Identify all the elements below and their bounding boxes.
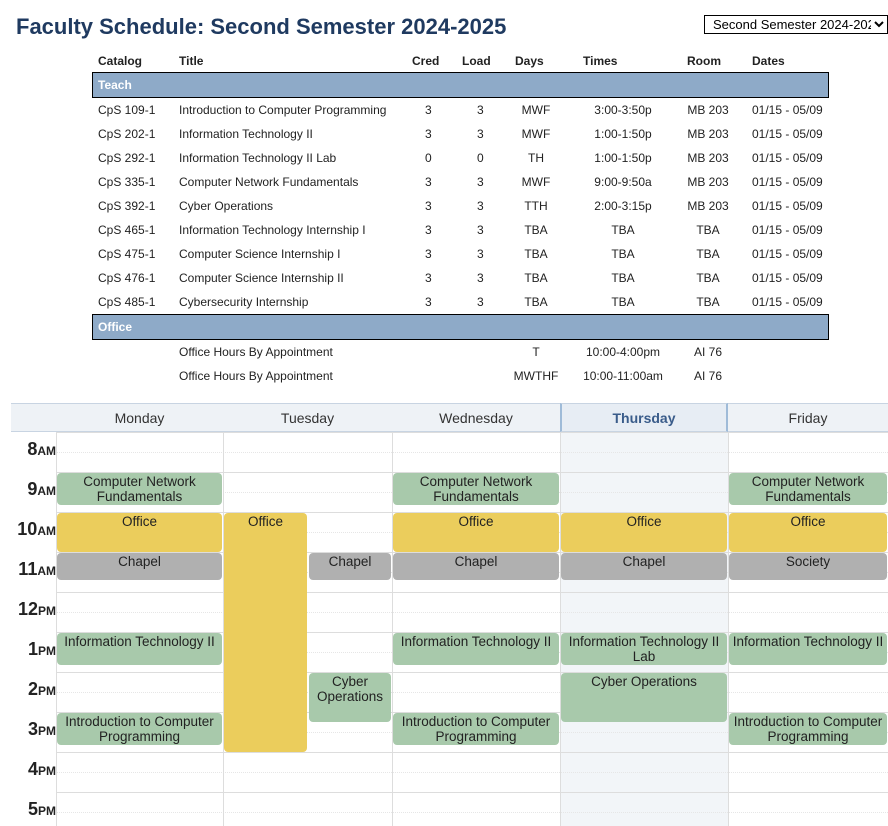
- cell-dates: 01/15 - 05/09: [752, 103, 823, 117]
- cell-dates: 01/15 - 05/09: [752, 127, 823, 141]
- hour-gridline: [56, 792, 888, 793]
- hour-label: [11, 559, 56, 580]
- calendar-event-class[interactable]: Information Technology II: [393, 633, 559, 665]
- section-bar-teach: Teach: [92, 72, 829, 98]
- cell-times: TBA: [611, 247, 635, 261]
- header-catalog: Catalog: [98, 54, 143, 68]
- hour-gridline: [56, 672, 888, 673]
- page-title: Faculty Schedule: Second Semester 2024-2025: [16, 14, 507, 39]
- hour-number: 9: [27, 479, 38, 499]
- cell-days: MWF: [521, 175, 551, 189]
- cell-room: MB 203: [687, 127, 729, 141]
- cell-room: TBA: [696, 295, 720, 309]
- calendar-event-chapel[interactable]: Chapel: [57, 553, 222, 580]
- semester-select[interactable]: [704, 15, 888, 34]
- cell-days: MWF: [521, 127, 551, 141]
- cell-room: AI 76: [693, 369, 723, 383]
- table-row: CpS 109-1 Introduction to Computer Programming 3 3 MWF 3:00-3:50p MB 203 01/15 - 05/09: [98, 103, 823, 117]
- cell-room: MB 203: [687, 199, 729, 213]
- table-header: [92, 49, 829, 72]
- hour-ampm: PM: [38, 644, 56, 658]
- cell-dates: 01/15 - 05/09: [752, 199, 823, 213]
- cell-dates: 01/15 - 05/09: [752, 247, 823, 261]
- day-header-wednesday: Wednesday: [392, 403, 560, 432]
- table-row: CpS 335-1 Computer Network Fundamentals 3 3 MWF 9:00-9:50a MB 203 01/15 - 05/09: [98, 175, 823, 189]
- hour-number: 11: [18, 559, 38, 579]
- cell-catalog: CpS 109-1: [98, 103, 156, 117]
- header-dates: Dates: [752, 54, 785, 68]
- cell-room: MB 203: [687, 151, 729, 165]
- hour-number: 12: [17, 599, 38, 619]
- hour-gridline: [56, 432, 888, 433]
- cell-catalog: CpS 202-1: [98, 127, 156, 141]
- week-calendar: [11, 403, 888, 826]
- cell-title: Computer Science Internship II: [179, 271, 344, 285]
- cell-title: Cybersecurity Internship: [179, 295, 309, 309]
- cell-title: Cyber Operations: [179, 199, 274, 213]
- calendar-event-class[interactable]: Computer Network Fundamentals: [729, 473, 887, 505]
- calendar-event-class[interactable]: Introduction to Computer Programming: [57, 713, 222, 745]
- cell-times: TBA: [611, 271, 635, 285]
- cell-title: Office Hours By Appointment: [179, 369, 333, 383]
- day-header-thursday: Thursday: [560, 403, 728, 432]
- hour-label: [11, 519, 56, 540]
- cell-dates: 01/15 - 05/09: [752, 295, 823, 309]
- cell-times: 1:00-1:50p: [594, 151, 652, 165]
- hour-label: [11, 799, 56, 820]
- day-header-friday: Friday: [728, 403, 888, 432]
- cell-days: MWTHF: [513, 369, 559, 383]
- hour-number: 8: [27, 439, 38, 459]
- cell-dates: 01/15 - 05/09: [752, 223, 823, 237]
- hour-label: [11, 479, 56, 500]
- day-header-monday: Monday: [56, 403, 223, 432]
- calendar-event-class[interactable]: Information Technology II Lab: [561, 633, 727, 665]
- cell-catalog: CpS 465-1: [98, 223, 156, 237]
- table-row: CpS 202-1 Information Technology II 3 3 MWF 1:00-1:50p MB 203 01/15 - 05/09: [98, 127, 823, 141]
- calendar-event-class[interactable]: Introduction to Computer Programming: [393, 713, 559, 745]
- cell-title: Office Hours By Appointment: [179, 345, 333, 359]
- cell-title: Information Technology II Lab: [179, 151, 337, 165]
- cell-title: Information Technology II: [179, 127, 313, 141]
- table-row: CpS 392-1 Cyber Operations 3 3 TTH 2:00-3:15p MB 203 01/15 - 05/09: [98, 199, 823, 213]
- calendar-event-office[interactable]: Office: [57, 513, 222, 552]
- calendar-event-office[interactable]: Office: [561, 513, 727, 552]
- cell-days: TBA: [524, 271, 548, 285]
- cell-catalog: CpS 475-1: [98, 247, 156, 261]
- hour-ampm: PM: [38, 684, 56, 698]
- cell-room: TBA: [696, 223, 720, 237]
- calendar-header-corner: [11, 403, 56, 432]
- half-hour-gridline: [56, 772, 888, 773]
- hour-number: 1: [27, 639, 38, 659]
- cell-room: MB 203: [687, 103, 729, 117]
- hour-ampm: PM: [38, 604, 56, 618]
- cell-title: Introduction to Computer Programming: [179, 103, 387, 117]
- half-hour-gridline: [56, 692, 888, 693]
- table-row: CpS 485-1 Cybersecurity Internship 3 3 TBA TBA TBA 01/15 - 05/09: [98, 295, 823, 309]
- calendar-event-class[interactable]: Introduction to Computer Programming: [729, 713, 887, 745]
- calendar-event-office[interactable]: Office: [224, 513, 307, 752]
- cell-dates: 01/15 - 05/09: [752, 271, 823, 285]
- cell-catalog: CpS 335-1: [98, 175, 156, 189]
- cell-room: MB 203: [687, 175, 729, 189]
- hour-label: [11, 439, 56, 460]
- cell-title: Computer Network Fundamentals: [179, 175, 359, 189]
- hour-label: [11, 639, 56, 660]
- half-hour-gridline: [56, 452, 888, 453]
- cell-days: TBA: [524, 247, 548, 261]
- hour-ampm: PM: [38, 804, 56, 818]
- calendar-event-office[interactable]: Office: [393, 513, 559, 552]
- cell-times: TBA: [611, 223, 635, 237]
- calendar-event-office[interactable]: Office: [729, 513, 887, 552]
- table-row: [92, 340, 829, 364]
- cell-times: 10:00-11:00am: [583, 369, 663, 383]
- hour-label: [11, 719, 56, 740]
- hour-ampm: PM: [38, 724, 56, 738]
- calendar-event-class[interactable]: Computer Network Fundamentals: [393, 473, 559, 505]
- cell-room: AI 76: [693, 345, 723, 359]
- header-times: Times: [583, 54, 618, 68]
- cell-times: TBA: [611, 295, 635, 309]
- cell-times: 9:00-9:50a: [594, 175, 652, 189]
- cell-days: TBA: [524, 223, 548, 237]
- cell-times: 2:00-3:15p: [594, 199, 652, 213]
- cell-room: TBA: [696, 247, 720, 261]
- calendar-event-chapel[interactable]: Chapel: [309, 553, 391, 580]
- calendar-event-class[interactable]: Computer Network Fundamentals: [57, 473, 222, 505]
- hour-gridline: [56, 592, 888, 593]
- table-row: CpS 292-1 Information Technology II Lab 0 0 TH 1:00-1:50p MB 203 01/15 - 05/09: [98, 151, 823, 165]
- hour-ampm: AM: [37, 524, 56, 538]
- hour-number: 3: [27, 719, 38, 739]
- hour-number: 2: [27, 679, 38, 699]
- cell-times: 3:00-3:50p: [594, 103, 652, 117]
- table-row: CpS 475-1 Computer Science Internship I 3 3 TBA TBA TBA 01/15 - 05/09: [98, 247, 823, 261]
- cell-days: TTH: [524, 199, 548, 213]
- header-load: Load: [462, 54, 491, 68]
- cell-days: MWF: [521, 103, 551, 117]
- table-row: [92, 364, 829, 388]
- header-title: Title: [179, 54, 204, 68]
- hour-ampm: PM: [38, 764, 56, 778]
- header-days: Days: [515, 54, 544, 68]
- cell-catalog: CpS 485-1: [98, 295, 156, 309]
- half-hour-gridline: [56, 812, 888, 813]
- schedule-table: [92, 49, 829, 388]
- hour-ampm: AM: [37, 564, 56, 578]
- calendar-event-chapel[interactable]: Chapel: [561, 553, 727, 580]
- cell-dates: 01/15 - 05/09: [752, 175, 823, 189]
- cell-catalog: CpS 392-1: [98, 199, 156, 213]
- hour-ampm: AM: [37, 444, 56, 458]
- hour-number: 4: [27, 759, 38, 779]
- calendar-event-class[interactable]: Information Technology II: [57, 633, 222, 665]
- table-body: [92, 72, 829, 388]
- hour-gridline: [56, 752, 888, 753]
- calendar-event-chapel[interactable]: Chapel: [393, 553, 559, 580]
- cell-days: TH: [528, 151, 544, 165]
- hour-label: [11, 679, 56, 700]
- hour-number: 5: [27, 799, 38, 819]
- table-row: CpS 476-1 Computer Science Internship II 3 3 TBA TBA TBA 01/15 - 05/09: [98, 271, 823, 285]
- calendar-event-class[interactable]: Cyber Operations: [561, 673, 727, 722]
- cell-catalog: CpS 292-1: [98, 151, 156, 165]
- calendar-event-class[interactable]: Information Technology II: [729, 633, 887, 665]
- cell-dates: 01/15 - 05/09: [752, 151, 823, 165]
- cell-catalog: CpS 476-1: [98, 271, 156, 285]
- table-row: CpS 465-1 Information Technology Internship I 3 3 TBA TBA TBA 01/15 - 05/09: [98, 223, 823, 237]
- hour-number: 10: [17, 519, 38, 539]
- cell-times: 1:00-1:50p: [594, 127, 652, 141]
- hour-label: [11, 759, 56, 780]
- day-header-tuesday: Tuesday: [223, 403, 392, 432]
- day-column-divider: [560, 432, 561, 826]
- header-cred: Cred: [412, 54, 440, 68]
- cell-title: Information Technology Internship I: [179, 223, 366, 237]
- calendar-event-class[interactable]: Cyber Operations: [309, 673, 391, 722]
- cell-room: TBA: [696, 271, 720, 285]
- section-bar-office: Office: [92, 314, 829, 340]
- hour-ampm: AM: [37, 484, 56, 498]
- calendar-event-chapel[interactable]: Society: [729, 553, 887, 580]
- header-room: Room: [687, 54, 721, 68]
- cell-title: Computer Science Internship I: [179, 247, 341, 261]
- cell-days: TBA: [524, 295, 548, 309]
- hour-label: [11, 599, 56, 620]
- cell-days: T: [532, 345, 540, 359]
- half-hour-gridline: [56, 612, 888, 613]
- cell-times: 10:00-4:00pm: [585, 345, 661, 359]
